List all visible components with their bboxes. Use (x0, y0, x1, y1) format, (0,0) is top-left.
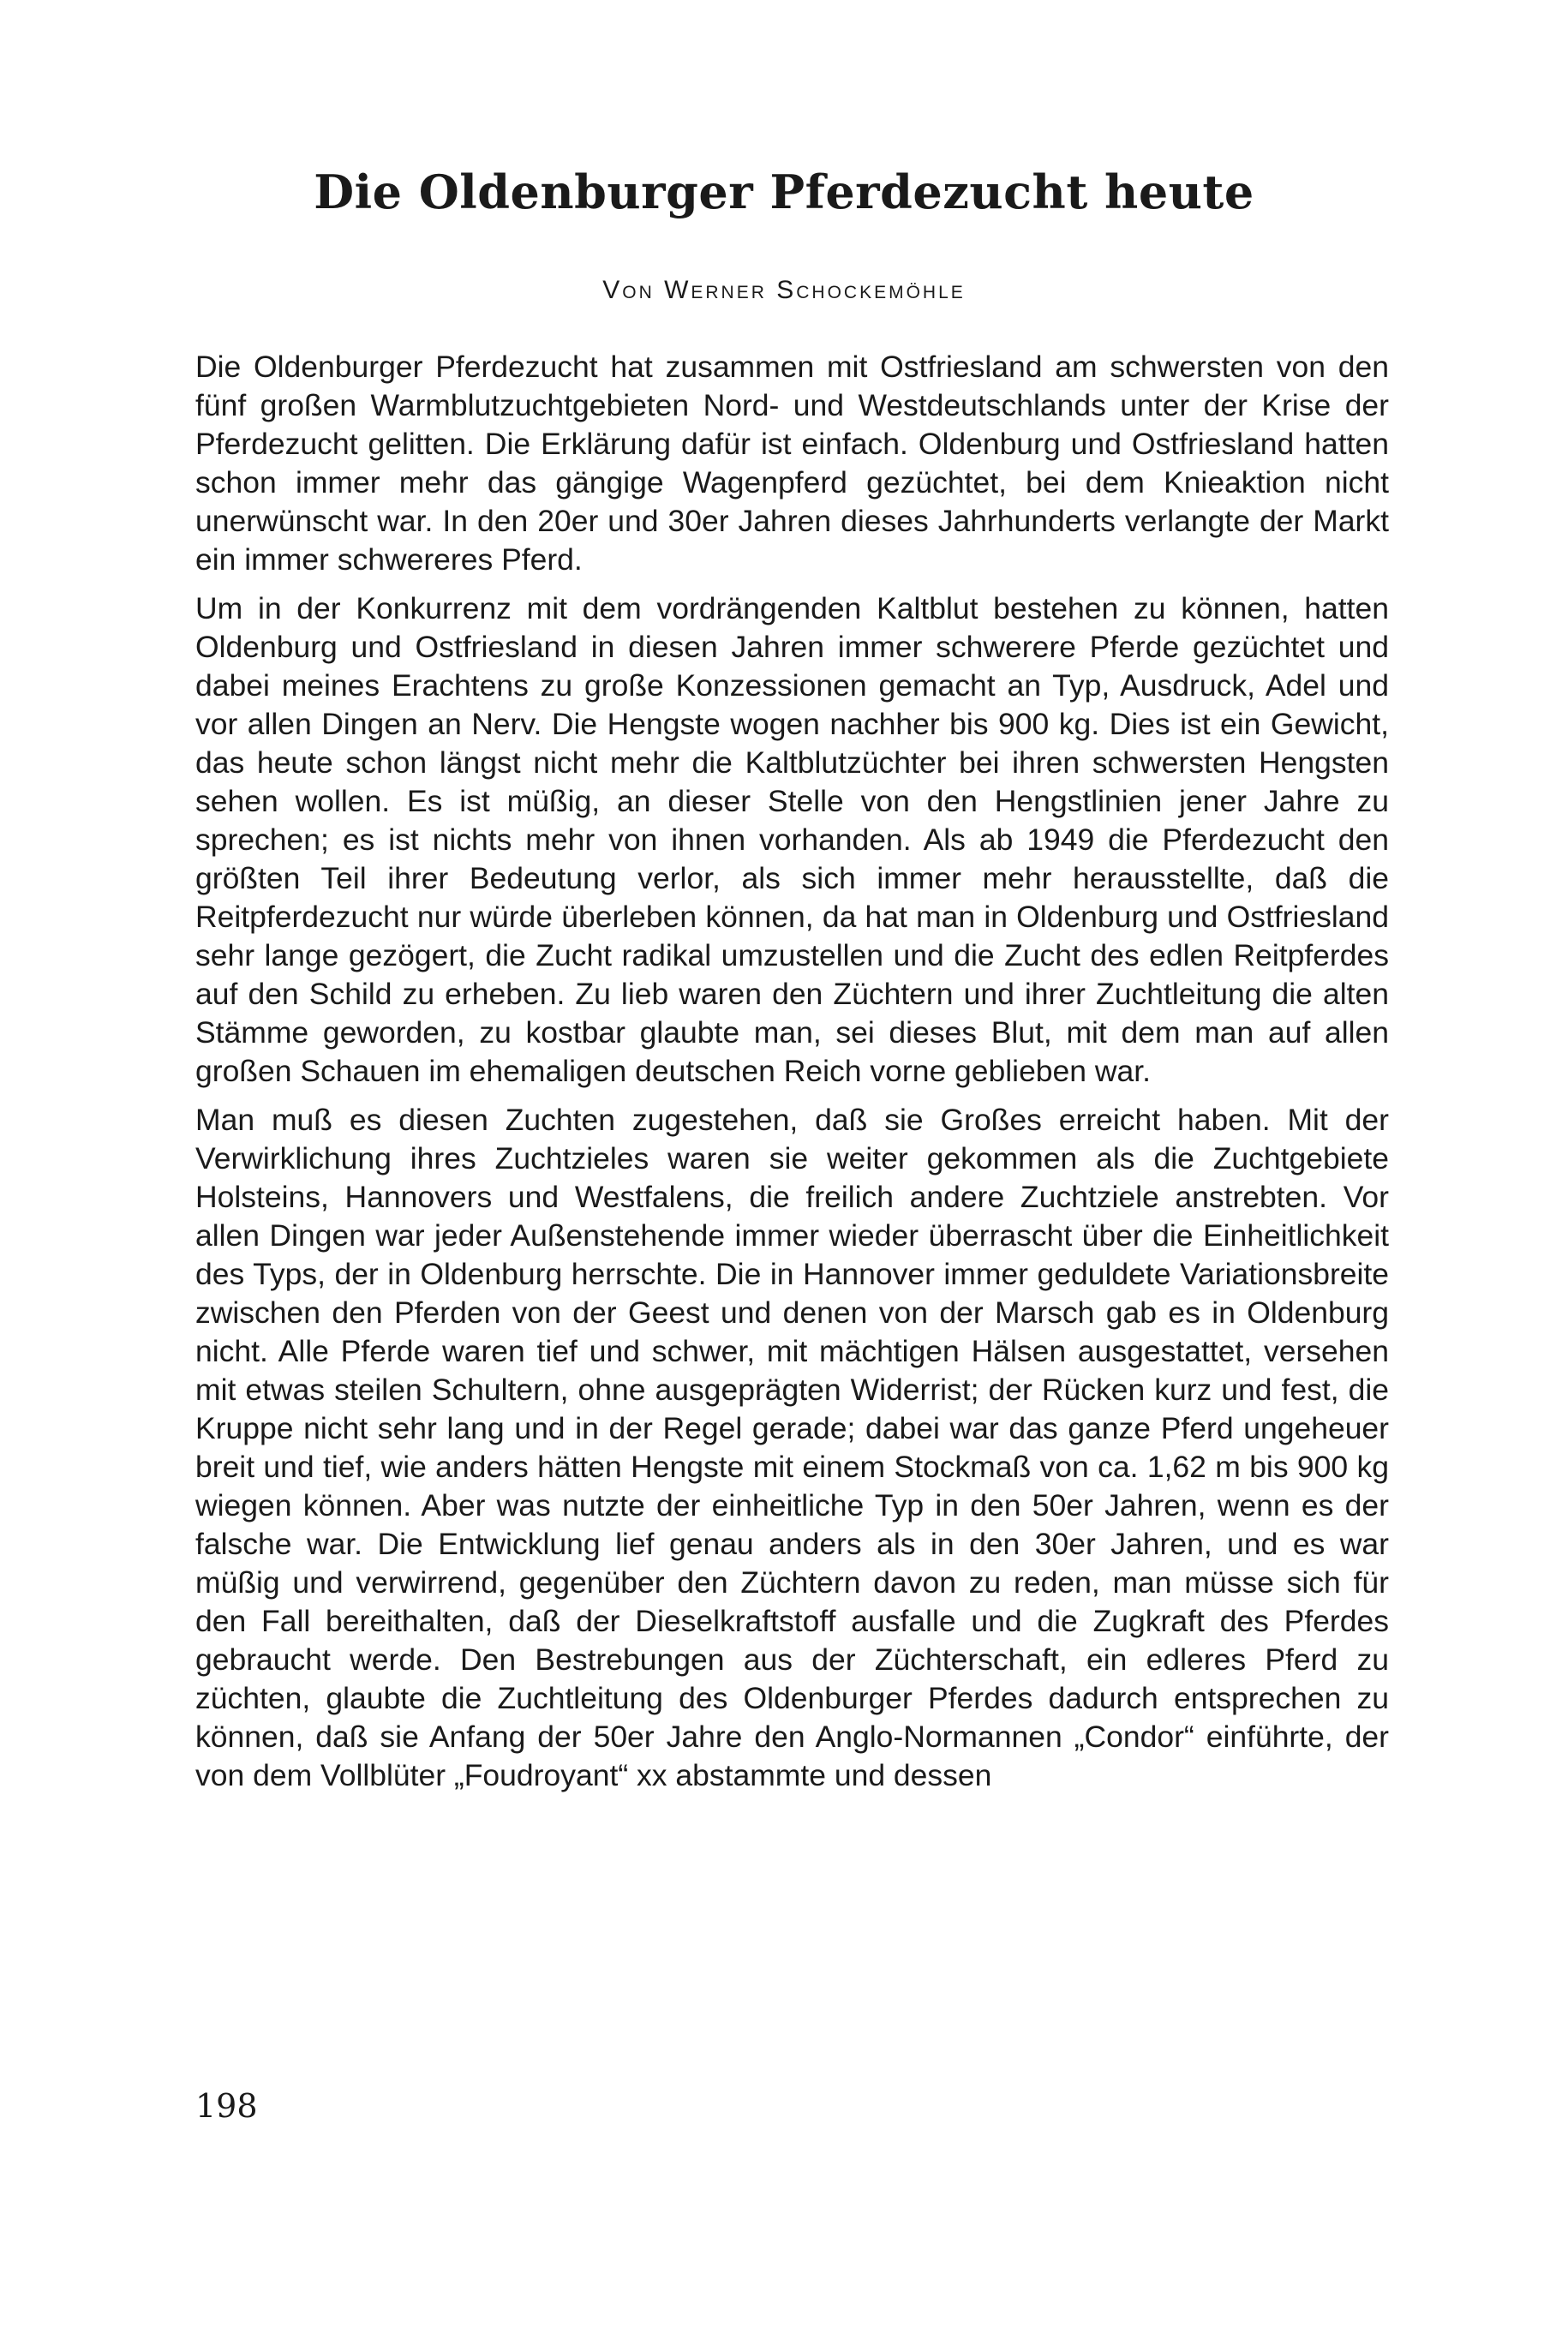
article-author: Von Werner Schockemöhle (602, 276, 966, 304)
article-body (195, 348, 1389, 1805)
paragraph-3: Man muß es diesen Zuchten zugestehen, daß sie Großes erreicht haben. Mit der Verwirklichung ihres Zuchtzieles waren sie weiter gekommen als die Zuchtgebiete Holsteins, Hannovers und Westfalens, die freilich andere Zuchtziele anstrebten. Vor allen Dingen war jeder Außenstehende immer wieder überrascht über die Einheitlichkeit des Typs, der in Oldenburg herrschte. Die in Hannover immer geduldete Variationsbreite zwischen den Pferden von der Geest und denen von der Marsch gab es in Oldenburg nicht. Alle Pferde waren tief und schwer, mit mächtigen Hälsen ausgestattet, versehen mit etwas steilen Schultern, ohne ausgeprägten Widerrist; der Rücken kurz und fest, die Kruppe nicht sehr lang und in der Regel gerade; dabei war das ganze Pferd ungeheuer breit und tief, wie anders hätten Hengste mit einem Stockmaß von ca. 1,62 m bis 900 kg wiegen können. Aber was nutzte der einheitliche Typ in den 50er Jahren, wenn es der falsche war. Die Entwicklung lief genau anders als in den 30er Jahren, und es war müßig und verwirrend, gegenüber den Züchtern davon zu reden, man müsse sich für den Fall bereithalten, daß der Dieselkraftstoff ausfalle und die Zugkraft des Pferdes gebraucht werde. Den Bestrebungen aus der Züchterschaft, ein edleres Pferd zu züchten, glaubte die Zuchtleitung des Oldenburger Pferdes dadurch entsprechen zu können, daß sie Anfang der 50er Jahre den Anglo-Normannen „Condor“ einführte, der von dem Vollblüter „Foudroyant“ xx abstammte und dessen (195, 1103, 1389, 1792)
paragraph-1: Die Oldenburger Pferdezucht hat zusammen mit Ostfriesland am schwersten von den fünf großen Warmblutzuchtgebieten Nord- und Westdeutschlands unter der Krise der Pferdezucht gelitten. Die Erklärung dafür ist einfach. Oldenburg und Ostfriesland hatten schon immer mehr das gängige Wagenpferd gezüchtet, bei dem Knieaktion nicht unerwünscht war. In den 20er und 30er Jahren dieses Jahrhunderts verlangte der Markt ein immer schwereres Pferd. (195, 350, 1389, 577)
page-number: 198 (195, 2087, 258, 2125)
article-title: Die Oldenburger Pferdezucht heute (314, 165, 1254, 219)
paragraph-2: Um in der Konkurrenz mit dem vordrängenden Kaltblut bestehen zu können, hatten Oldenburg und Ostfriesland in diesen Jahren immer schwerere Pferde gezüchtet und dabei meines Erachtens zu große Konzessionen gemacht an Typ, Ausdruck, Adel und vor allen Dingen an Nerv. Die Hengste wogen nachher bis 900 kg. Dies ist ein Gewicht, das heute schon längst nicht mehr die Kaltblutzüchter bei ihren schwersten Hengsten sehen wollen. Es ist müßig, an dieser Stelle von den Hengstlinien jener Jahre zu sprechen; es ist nichts mehr von ihnen vorhanden. Als ab 1949 die Pferdezucht den größten Teil ihrer Bedeutung verlor, als sich immer mehr herausstellte, daß die Reitpferdezucht nur würde überleben können, da hat man in Oldenburg und Ostfriesland sehr lange gezögert, die Zucht radikal umzustellen und die Zucht des edlen Reitpferdes auf den Schild zu erheben. Zu lieb waren den Züchtern und ihrer Zuchtleitung die alten Stämme geworden, zu kostbar glaubte man, sei dieses Blut, mit dem man auf allen großen Schauen im ehemaligen deutschen Reich vorne geblieben war. (195, 591, 1389, 1088)
